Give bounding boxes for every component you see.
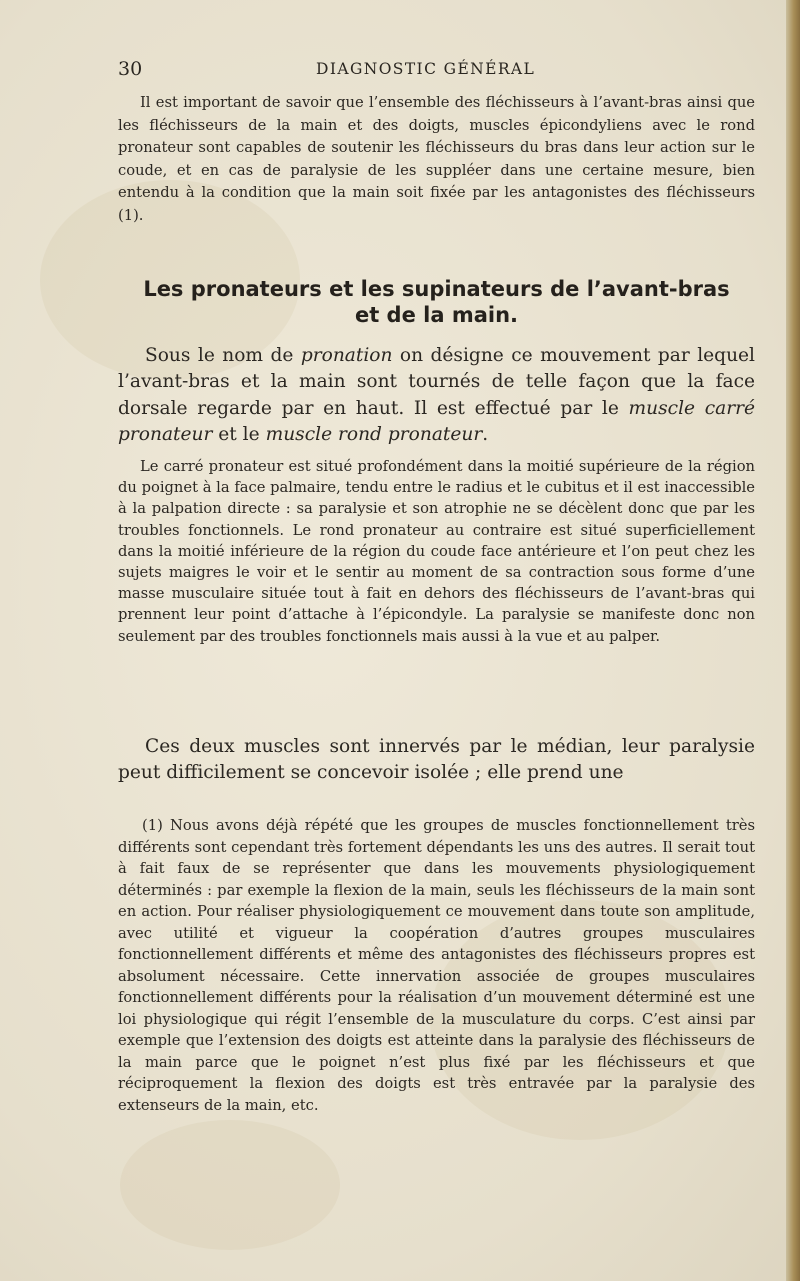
section-heading-line2: et de la main. (354, 303, 519, 327)
paragraph-pronation-definition (118, 343, 755, 448)
term-carre-pronateur: muscle carré pronateur (118, 397, 756, 445)
term-pronation: pronation (300, 345, 393, 366)
page-number: 30 (118, 58, 143, 80)
paragraph-pronators-anatomy: Le carré pronateur est situé profondément dans la moitié supérieure de la région du poignet à la face palmaire, tendu entre le radius et le cubitus et il est inaccessible à la palpation directe : sa paralysie et son atrophie ne se décèlent donc que par les troubles fonctionnels. Le rond pronateur au contraire est situé superficiellement dans la moitié inférieure de la région du coude face antérieure et l’on peut chez les sujets maigres le voir et le sentir au moment de sa contraction sous forme d’une masse musculaire située tout à fait en dehors des fléchisseurs de l’avant-bras qui prennent leur point d’attache à l’épicondyle. La paralysie se manifeste donc non seulement par des troubles fonctionnels mais aussi à la vue et au palper. (118, 458, 755, 645)
term-rond-pronateur: muscle rond pronateur (265, 423, 483, 445)
paragraph-flexors: Il est important de savoir que l’ensemble des fléchisseurs à l’avant-bras ainsi que les fléchisseurs de la main et des doigts, muscles épicondyliens avec le rond pronateur sont capables de soutenir les fléchisseurs du bras dans leur action sur le coude, et en cas de paralysie de les suppléer dans une certaine mesure, bien entendu à la condition que la main soit fixée par les antagonistes des fléchisseurs (1). (118, 94, 755, 224)
running-head: DIAGNOSTIC GÉNÉRAL (316, 60, 536, 78)
definition-text-middle: on désigne ce mouvement par lequel l’avant-bras et la main sont tournés de telle façon que la face dorsale regarde par en haut. Il est effectué par le (118, 345, 755, 419)
section-heading (118, 276, 755, 328)
page-edge (786, 0, 800, 1281)
definition-conjunction: et le (212, 423, 266, 445)
paper-stain (120, 1120, 340, 1250)
footnote: (1) Nous avons déjà répété que les groupes de muscles fonctionnellement très différents sont cependant très fortement dépendants les uns des autres. Il serait tout à fait faux de se représenter que dans les mouvements physiologiquement déterminés : par exemple la flexion de la main, seuls les fléchisseurs de la main sont en action. Pour réaliser physiologiquement ce mouvement dans toute son amplitude, avec utilité et vigueur la coopération d’autres groupes musculaires fonctionnellement différents et même des antagonistes des fléchisseurs propres est absolument nécessaire. Cette innervation associée de groupes musculaires fonctionnellement différents pour la réalisation d’un mouvement déterminé est une loi physiologique qui régit l’ensemble de la musculature du corps. C’est ainsi par exemple que l’extension des doigts est atteinte dans la paralysie des fléchisseurs de la main parce que le poignet n’est plus fixé par les fléchisseurs et que réciproquement la flexion des doigts est très entravée par la paralysie des extenseurs de la main, etc. (118, 817, 755, 1114)
definition-text-start: Sous le nom de (145, 345, 301, 366)
paragraph-innervation: Ces deux muscles sont innervés par le médian, leur paralysie peut difficilement se concevoir isolée ; elle prend une (118, 736, 755, 783)
definition-end: . (482, 423, 489, 445)
page-header (118, 58, 718, 88)
section-heading-line1: Les pronateurs et les supinateurs de l’avant-bras (143, 277, 730, 301)
